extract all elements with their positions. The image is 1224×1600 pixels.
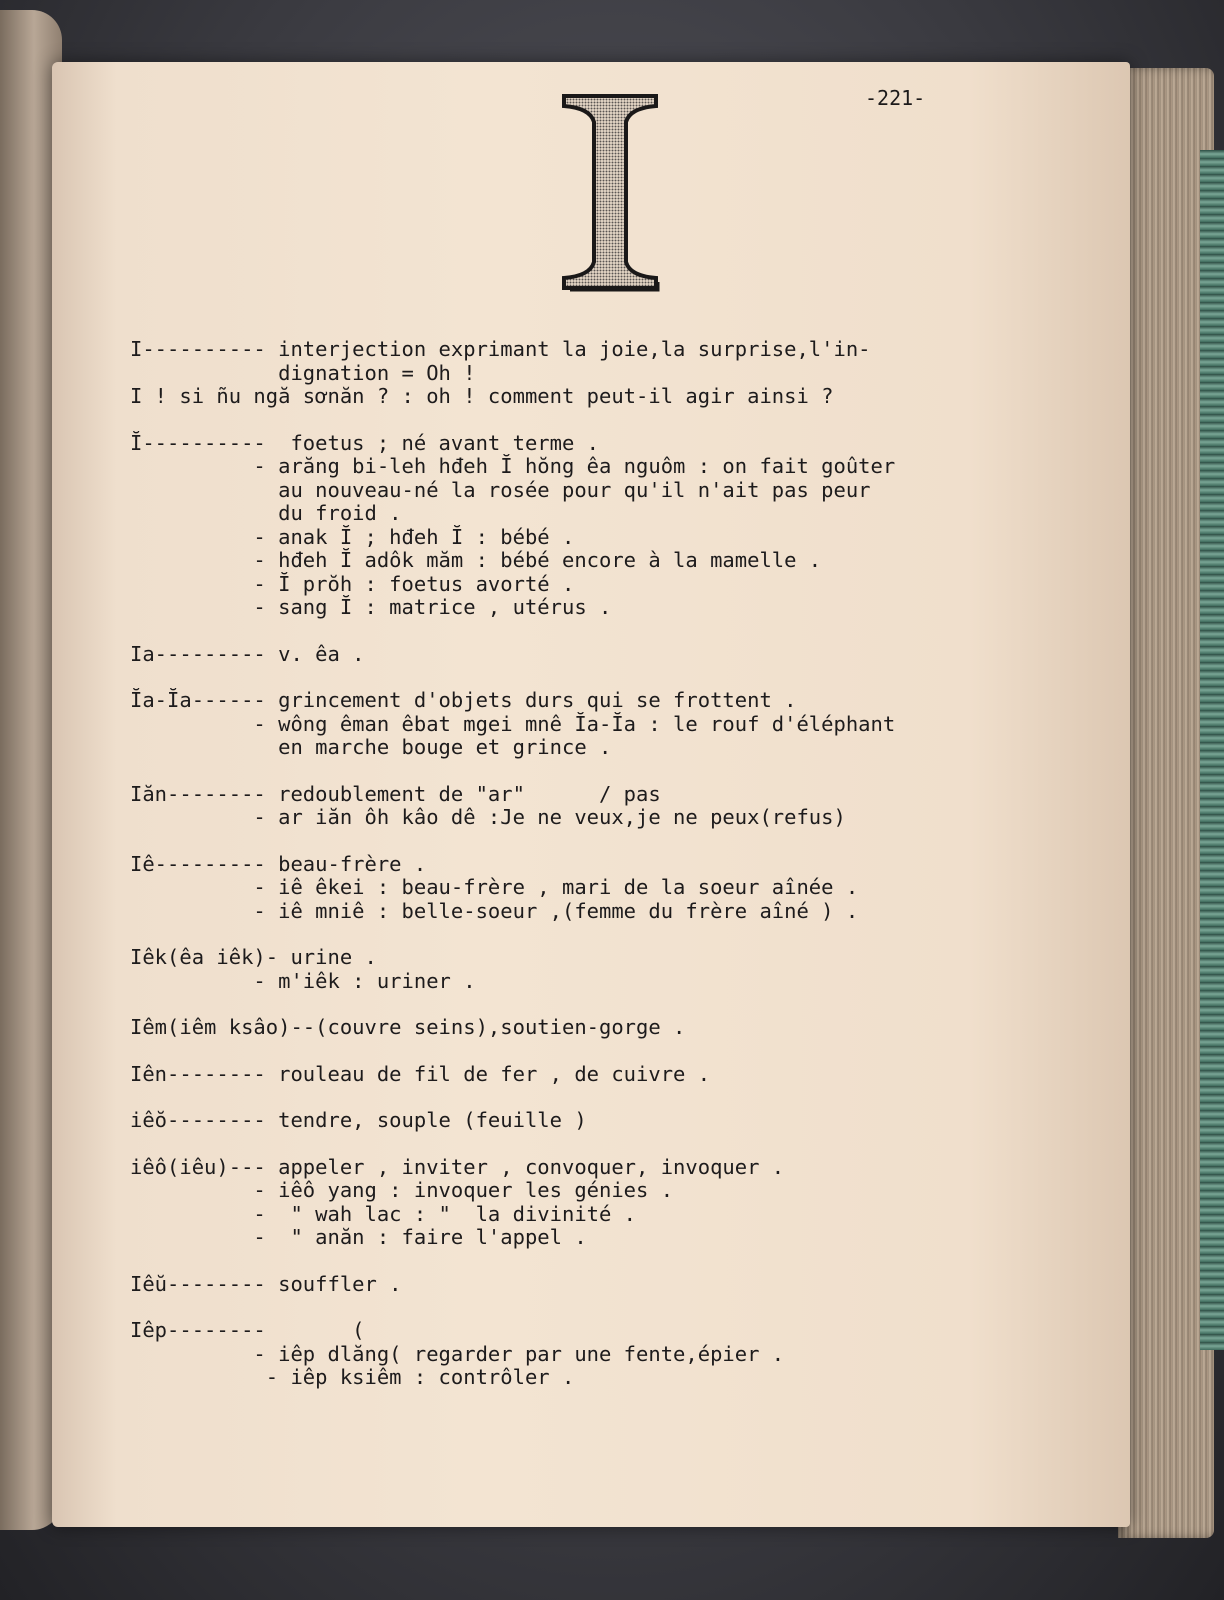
entry-line: Iêŭ-------- souffler . bbox=[130, 1271, 402, 1296]
entry-line: au nouveau-né la rosée pour qu'il n'ait pas peur bbox=[130, 477, 871, 502]
page-number: -221- bbox=[865, 86, 926, 110]
entry-line: - wông êman êbat mgei mnê Ĭa-Ĭa : le rouf d'éléphant bbox=[130, 711, 896, 736]
entry-line: - iê mniê : belle-soeur ,(femme du frère aîné ) . bbox=[130, 898, 859, 923]
dictionary-entry bbox=[130, 783, 895, 830]
dictionary-entry bbox=[130, 432, 895, 620]
drop-letter-i bbox=[560, 92, 660, 292]
dictionary-entry bbox=[130, 1156, 895, 1250]
entry-line: Ĭa-Ĭa------ grincement d'objets durs qui se frottent . bbox=[130, 688, 797, 712]
dictionary-entry bbox=[130, 853, 895, 924]
entry-line: Iên-------- rouleau de fil de fer , de cuivre . bbox=[130, 1061, 711, 1086]
entry-line: - iêô yang : invoquer les génies . bbox=[130, 1178, 674, 1202]
entry-line: Iêk(êa iêk)- urine . bbox=[130, 945, 377, 969]
dictionary-entry bbox=[130, 338, 895, 409]
entry-line: Iăn-------- redoublement de "ar" / pas bbox=[130, 781, 661, 806]
entry-line: - hđeh Ĭ adôk măm : bébé encore à la mamelle . bbox=[130, 548, 822, 572]
entry-line: - " anăn : faire l'appel . bbox=[130, 1225, 587, 1249]
dictionary-entry bbox=[130, 1016, 895, 1040]
entry-line: - iêp dlăng( regarder par une fente,épier . bbox=[130, 1341, 785, 1366]
entry-line: en marche bouge et grince . bbox=[130, 735, 612, 759]
entry-line: du froid . bbox=[130, 501, 402, 525]
entry-line: - " wah lac : " la divinité . bbox=[130, 1201, 637, 1226]
entry-line: I ! si ñu ngă sơnăn ? : oh ! comment peut-il agir ainsi ? bbox=[130, 384, 834, 408]
entry-line: - ar iăn ôh kâo dê :Je ne veux,je ne peux(refus) bbox=[130, 805, 846, 829]
entry-line: - sang Ĭ : matrice , utérus . bbox=[130, 595, 612, 619]
entry-line: - iê êkei : beau-frère , mari de la soeur aînée . bbox=[130, 875, 859, 899]
entry-line: Ĭ---------- foetus ; né avant terme . bbox=[130, 430, 599, 455]
entry-line: - Ĭ prŏh : foetus avorté . bbox=[130, 571, 575, 596]
dictionary-entries bbox=[130, 338, 895, 1413]
dictionary-entry bbox=[130, 643, 895, 667]
dictionary-entry bbox=[130, 1063, 895, 1087]
entry-line: - arăng bi-leh hđeh Ĭ hŏng êa nguôm : on fait goûter bbox=[130, 454, 896, 478]
entry-line: Iê--------- beau-frère . bbox=[130, 851, 427, 876]
dictionary-entry bbox=[130, 1109, 895, 1133]
dictionary-entry bbox=[130, 1319, 895, 1390]
entry-line: - iêp ksiêm : contrôler . bbox=[130, 1365, 575, 1389]
entry-line: iêŏ-------- tendre, souple (feuille ) bbox=[130, 1108, 587, 1132]
entry-line: iêô(iêu)--- appeler , inviter , convoquer, invoquer . bbox=[130, 1154, 785, 1179]
entry-line: dignation = Oh ! bbox=[130, 360, 476, 385]
entry-line: I---------- interjection exprimant la joie,la surprise,l'in- bbox=[130, 337, 871, 361]
book-cover-edge bbox=[1200, 150, 1224, 1350]
entry-line: - m'iêk : uriner . bbox=[130, 968, 476, 993]
entry-line: Ia--------- v. êa . bbox=[130, 641, 365, 666]
dictionary-entry bbox=[130, 946, 895, 993]
dictionary-entry bbox=[130, 689, 895, 760]
entry-line: Iêm(iêm ksâo)--(couvre seins),soutien-gorge . bbox=[130, 1015, 686, 1039]
dictionary-entry bbox=[130, 1273, 895, 1297]
entry-line: - anak Ĭ ; hđeh Ĭ : bébé . bbox=[130, 524, 575, 549]
entry-line: Iêp-------- ( bbox=[130, 1318, 365, 1342]
